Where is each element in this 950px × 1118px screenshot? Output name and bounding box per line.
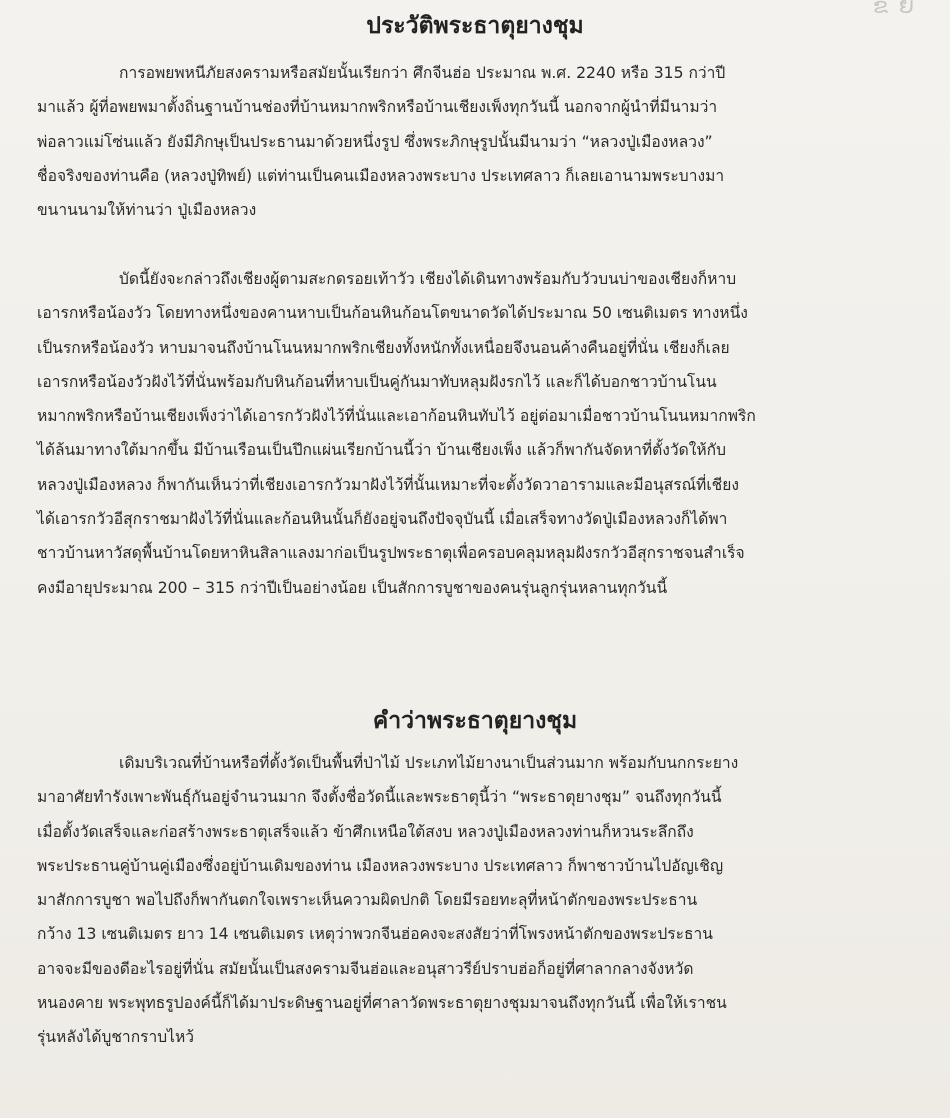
paragraph-line: เอารกหรือน้องวัวฝังไว้ที่นั่นพร้อมกับหินก้อนที่หาบเป็นคู่กันมาทับหลุมฝังรกไว้ และก็ได้บอกชาวบ้านโนน [37,372,717,391]
paragraph-line: เป็นรกหรือน้องวัว หาบมาจนถึงบ้านโนนหมากพริกเชียงทั้งหนักทั้งเหนื่อยจึงนอนค้างคืนอยู่ที่นั่น เชียงก็เลย [37,338,730,357]
paragraph-line: มาแล้ว ผู้ที่อพยพมาตั้งถิ่นฐานบ้านช่องที่บ้านหมากพริกหรือบ้านเชียงเพ็งทุกวันนี้ นอกจากผู้นำที่มีนามว่า [37,98,718,117]
paragraph-line: หลวงปู่เมืองหลวง ก็พากันเห็นว่าที่เชียงเอารกวัวมาฝังไว้ที่นั้นเหมาะที่จะตั้งวัดวาอารามและมีอนุสรณ์ที่เชียง [37,475,739,494]
paragraph-line: มาอาศัยทำรังเพาะพันธุ์กันอยู่จำนวนมาก จึงตั้งชื่อวัดนี้และพระธาตุนี้ว่า “พระธาตุยางชุม” จนถึงทุกวันนี้ [37,788,722,807]
paragraph-line: พระประธานคู่บ้านคู่เมืองซึ่งอยู่บ้านเดิมของท่าน เมืองหลวงพระบาง ประเทศลาว ก็พาชาวบ้านไปอัญเชิญ [37,856,724,875]
paragraph-line: เมื่อตั้งวัดเสร็จและก่อสร้างพระธาตุเสร็จแล้ว ข้าศึกเหนือใต้สงบ หลวงปู่เมืองหลวงท่านก็หวนระลึกถึง [37,822,694,841]
corner-handwritten-mark: ຂ ຍ [872,0,916,19]
paragraph-line: มาสักการบูชา พอไปถึงก็พากันตกใจเพราะเห็นความผิดปกติ โดยมีรอยทะลุที่หน้าตักของพระประธาน [37,891,698,910]
paragraph-line: ได้เอารกวัวอีสุกราชมาฝังไว้ที่นั่นและก้อนหินนั้นก็ยังอยู่จนถึงปัจจุบันนี้ เมื่อเสร็จทางวัดปู่เมืองหลวงก็ได้พา [37,510,728,529]
paragraph-line: ชาวบ้านหาวัสดุพื้นบ้านโดยหาหินสิลาแลงมาก่อเป็นรูปพระธาตุเพื่อครอบคลุมหลุมฝังรกวัวอีสุกราชจนสำเร็จ [37,544,745,563]
section-title-history: ประวัติพระธาตุยางชุม [366,13,584,39]
paragraph-history-1 [37,56,917,227]
paragraph-history-2 [37,262,917,605]
paragraph-line: ได้ล้นมาทางใต้มากขึ้น มีบ้านเรือนเป็นปึกแผ่นเรียกบ้านนี้ว่า บ้านเชียงเพ็ง แล้วก็พากันจัดหาที่ตั้งวัดให้กับ [37,441,727,460]
paragraph-line: อาจจะมีของดีอะไรอยู่ที่นั่น สมัยนั้นเป็นสงครามจีนฮ่อและอนุสาวรีย์ปราบฮ่อก็อยู่ที่ศาลากลางจังหวัด [37,959,694,978]
paragraph-line: บัดนี้ยังจะกล่าวถึงเชียงผู้ตามสะกดรอยเท้าวัว เชียงได้เดินทางพร้อมกับวัวบนบ่าของเชียงก็หาบ [119,270,737,288]
paragraph-line: เดิมบริเวณที่บ้านหรือที่ตั้งวัดเป็นพื้นที่ป่าไม้ ประเภทไม้ยางนาเป็นส่วนมาก พร้อมกับนกกระยาง [119,754,739,772]
paragraph-line: เอารกหรือน้องวัว โดยทางหนึ่งของคานหาบเป็นก้อนหินก้อนโตขนาดวัดได้ประมาณ 50 เซนติเมตร ทางหนึ่ง [37,304,748,323]
paragraph-line: รุ่นหลังได้บูชากราบไหว้ [37,1028,195,1047]
paragraph-line: กว้าง 13 เซนติเมตร ยาว 14 เซนติเมตร เหตุว่าพวกจีนฮ่อคงจะสงสัยว่าที่โพรงหน้าตักของพระประธาน [37,925,713,944]
paragraph-line: หมากพริกหรือบ้านเชียงเพ็งว่าได้เอารกวัวฝังไว้ที่นั่นและเอาก้อนหินทับไว้ อยู่ต่อมาเมื่อชาวบ้านโนนหมากพริก [37,407,756,426]
paragraph-line: ชื่อจริงของท่านคือ (หลวงปู่ทิพย์) แต่ท่านเป็นคนเมืองหลวงพระบาง ประเทศลาว ก็เลยเอานามพระบางมา [37,166,725,185]
paragraph-line: ขนานนามให้ท่านว่า ปู่เมืองหลวง [37,201,257,220]
section-title-name-meaning: คำว่าพระธาตุยางชุม [372,708,578,734]
paragraph-line: การอพยพหนีภัยสงครามหรือสมัยนั้นเรียกว่า ศึกจีนฮ่อ ประมาณ พ.ศ. 2240 หรือ 315 กว่าปี [119,64,726,82]
paragraph-line: พ่อลาวแม่โซ่นแล้ว ยังมีภิกษุเป็นประธานมาด้วยหนึ่งรูป ซึ่งพระภิกษุรูปนั้นมีนามว่า “หลวงปู่เมืองหลวง” [37,132,713,151]
paragraph-line: คงมีอายุประมาณ 200 – 315 กว่าปีเป็นอย่างน้อย เป็นสักการบูชาของคนรุ่นลูกรุ่นหลานทุกวันนี้ [37,578,668,597]
paragraph-name-meaning [37,746,917,1055]
paragraph-line: หนองคาย พระพุทธรูปองค์นี้ก็ได้มาประดิษฐานอยู่ที่ศาลาวัดพระธาตุยางชุมมาจนถึงทุกวันนี้ เพื่อให้เราชน [37,994,727,1013]
